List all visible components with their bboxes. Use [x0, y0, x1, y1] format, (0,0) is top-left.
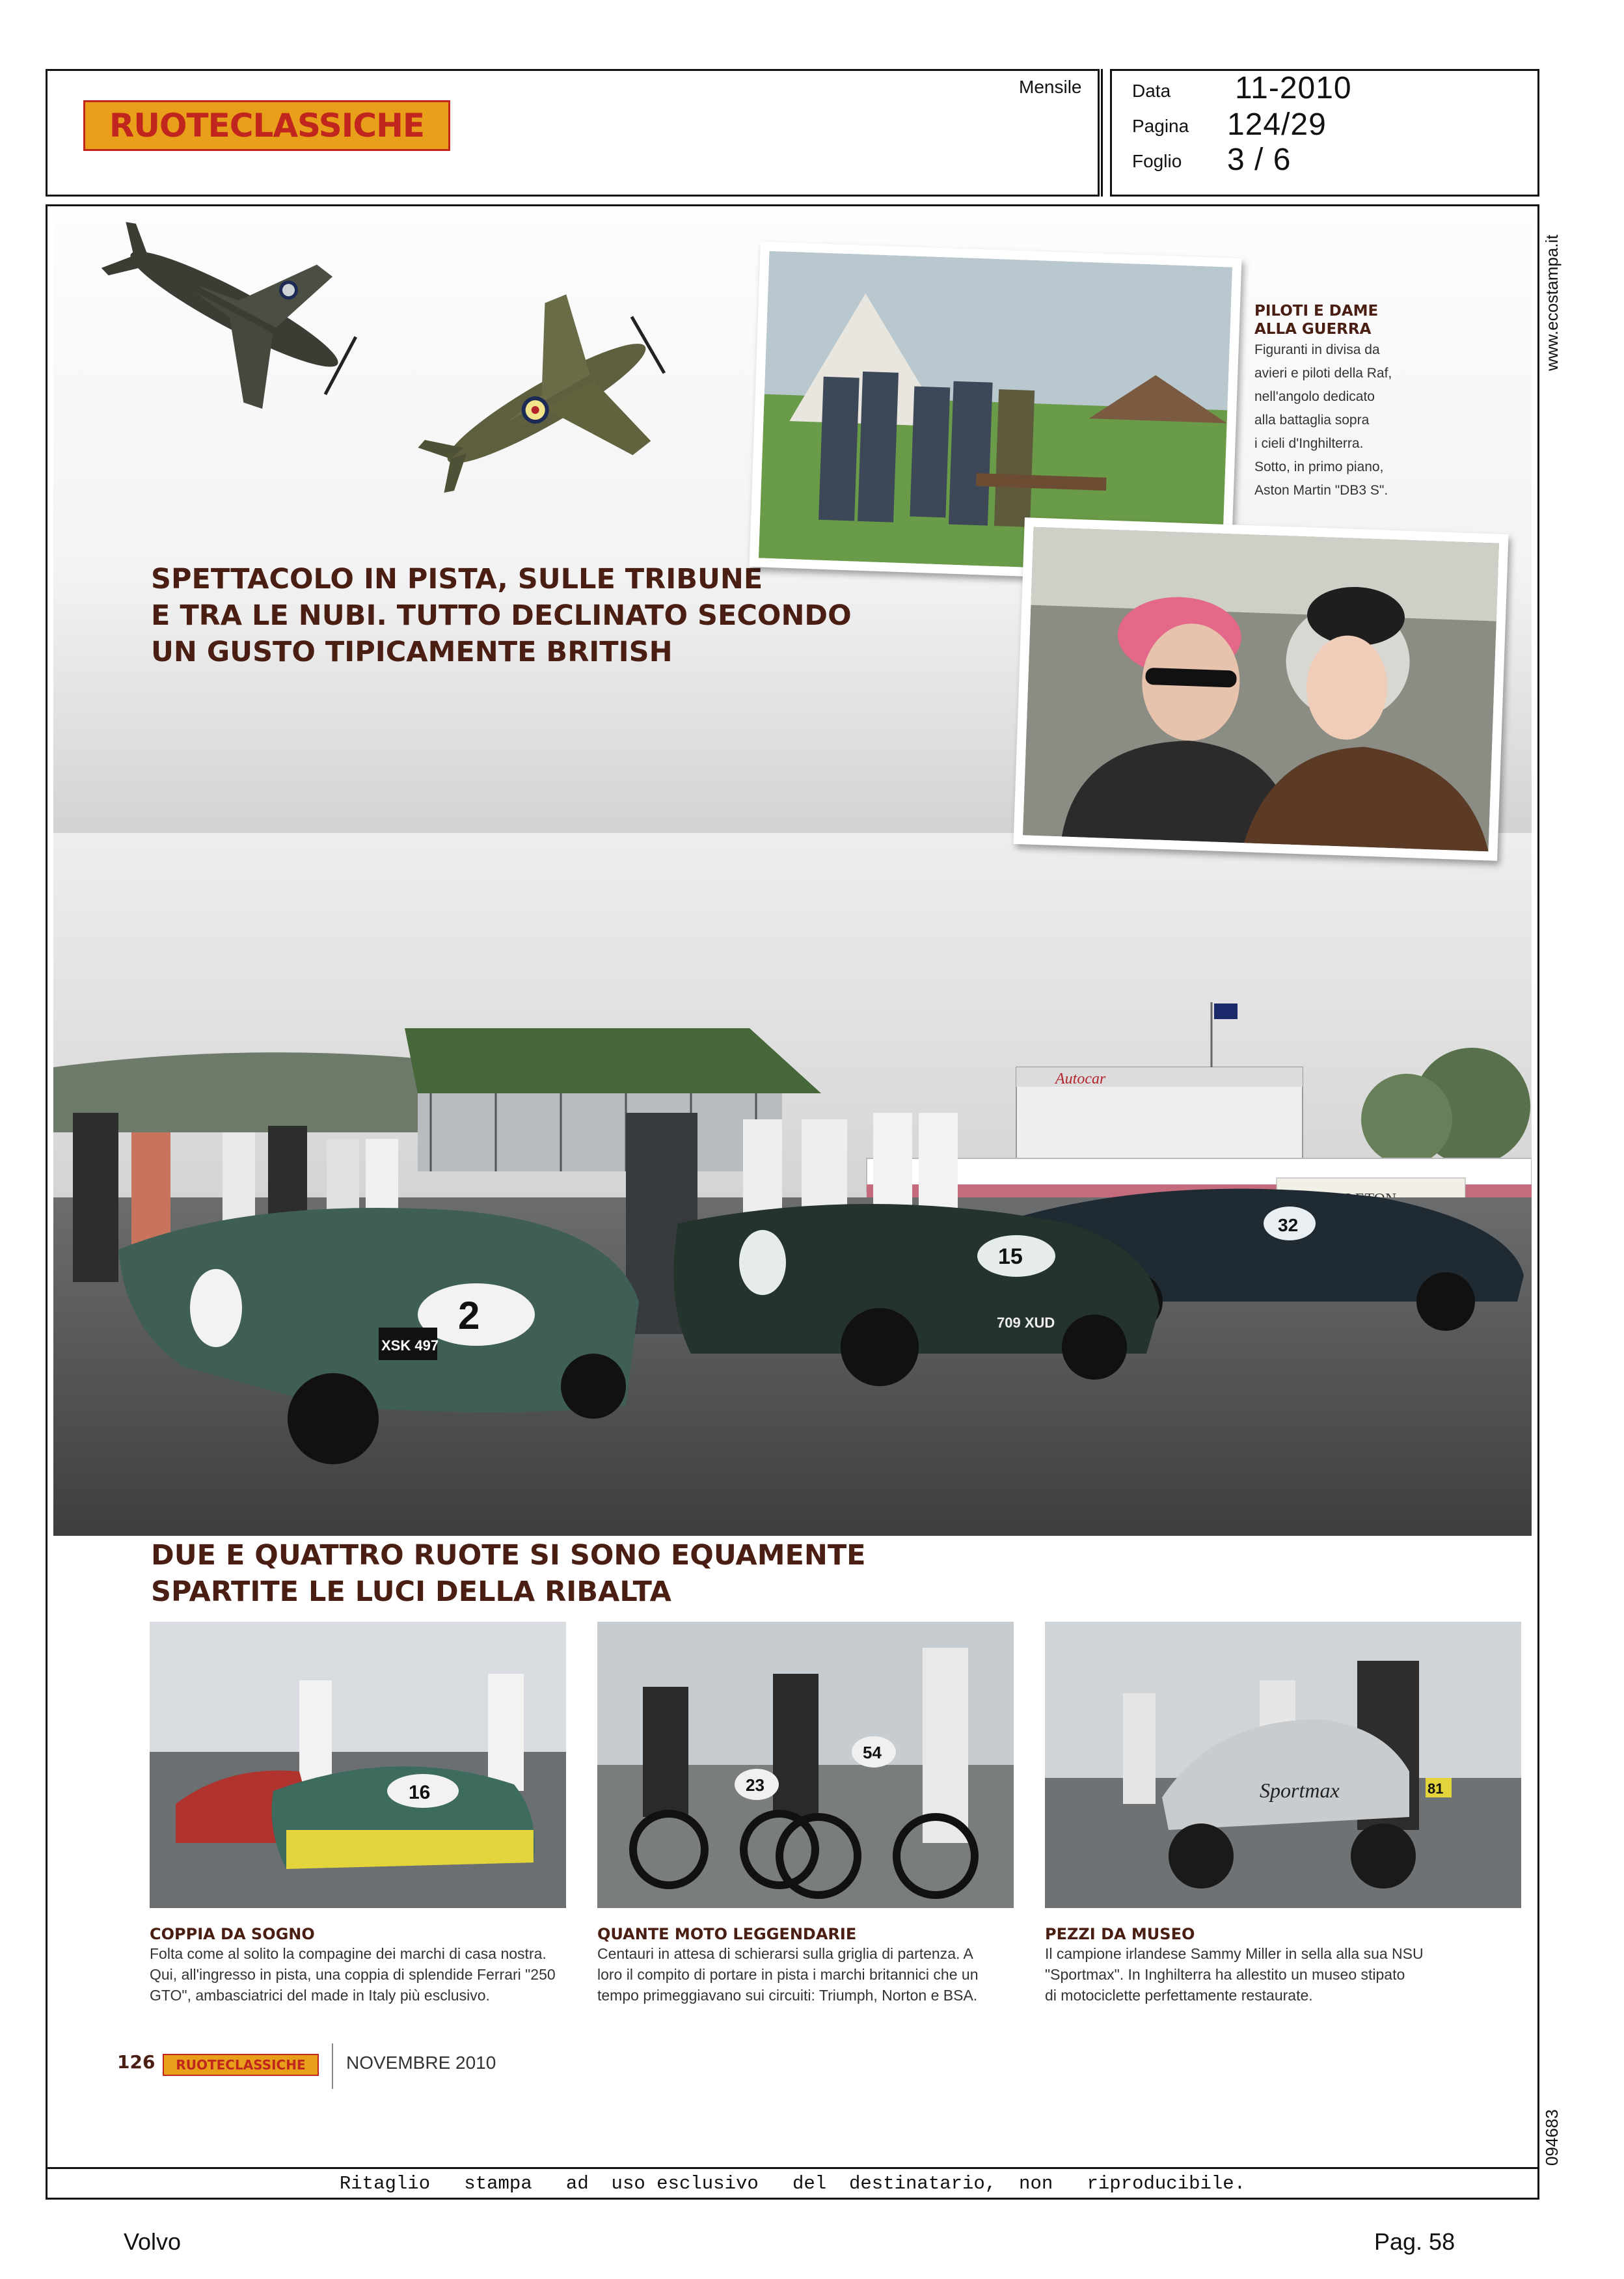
caption-ferrari-line-1: Folta come al solito la compagine dei marchi di casa nostra.	[150, 1945, 547, 1962]
race-grid-scene	[53, 833, 1532, 1536]
car-32-number: 32	[1278, 1215, 1299, 1235]
caption-ferrari-line-3: GTO", ambasciatrici del made in Italy più esclusivo.	[150, 1987, 490, 2004]
caption-nsu	[1045, 1925, 1500, 2006]
folio-issue: NOVEMBRE 2010	[346, 2053, 496, 2073]
page-value: 124/29	[1227, 107, 1327, 142]
client-name: Volvo	[124, 2228, 182, 2255]
top-caption-title-1: PILOTI E DAME	[1254, 303, 1379, 320]
top-caption-line-4: alla battaglia sopra	[1254, 413, 1370, 428]
date-value: 11-2010	[1235, 71, 1352, 105]
caption-ferrari-line-2: Qui, all'ingresso in pista, una coppia di splendide Ferrari "250	[150, 1966, 556, 1983]
reproduction-notice	[46, 2167, 1539, 2200]
sheet-value: 3 / 6	[1227, 143, 1292, 177]
ladies-photo-frame	[1013, 517, 1508, 861]
caption-motorcycles-line-3: tempo primeggiavano sui circuiti: Triumph, Norton e BSA.	[597, 1987, 978, 2004]
hurricane-plane-image	[410, 293, 683, 514]
caption-nsu-line-1: Il campione irlandese Sammy Miller in sella alla sua NSU	[1045, 1945, 1424, 1962]
nsu-sportmax-photo	[1045, 1622, 1521, 1908]
top-caption-line-6: Sotto, in primo piano,	[1254, 459, 1384, 474]
website-vertical-text: www.ecostampa.it	[1542, 234, 1562, 371]
top-caption-line-1: Figuranti in divisa da	[1254, 342, 1380, 357]
gto-16-number: 16	[409, 1782, 431, 1803]
folio-logo	[163, 2054, 319, 2076]
caption-nsu-line-3: di motociclette perfettamente restaurate.	[1045, 1987, 1313, 2004]
ferrari-gto-photo	[150, 1622, 566, 1908]
nsu-sportmax-scene	[1045, 1622, 1521, 1908]
header-divider	[1101, 69, 1103, 197]
date-label: Data	[1132, 81, 1171, 101]
motorcycles-scene	[597, 1622, 1014, 1908]
clipping-page-number: Pag. 58	[1374, 2228, 1455, 2255]
headline-top	[151, 561, 852, 670]
spitfire-plane-image	[91, 208, 377, 410]
sheet-label: Foglio	[1132, 151, 1182, 171]
top-caption-line-5: i cieli d'Inghilterra.	[1254, 436, 1364, 451]
caption-motorcycles	[597, 1925, 1027, 2006]
main-race-grid-photo	[53, 833, 1532, 1536]
headline-mid-line-2: SPARTITE LE LUCI DELLA RIBALTA	[151, 1576, 671, 1608]
car-15-number: 15	[998, 1244, 1023, 1269]
caption-nsu-line-2: "Sportmax". In Inghilterra ha allestito un museo stipato	[1045, 1966, 1405, 1983]
motorcycles-photo	[597, 1622, 1014, 1908]
headline-mid	[151, 1537, 866, 1610]
caption-motorcycles-line-2: loro il compito di portare in pista i marchi britannici che un	[597, 1966, 979, 1983]
clipping-code: 094683	[1542, 2109, 1562, 2166]
publication-logo	[83, 100, 450, 151]
headline-top-line-2: E TRA LE NUBI. TUTTO DECLINATO SECONDO	[151, 599, 852, 632]
car-2-plate: XSK 497	[381, 1337, 439, 1354]
headline-top-line-3: UN GUSTO TIPICAMENTE BRITISH	[151, 636, 673, 668]
folio-divider	[332, 2043, 333, 2089]
frequency-label: Mensile	[1019, 77, 1082, 97]
bike-81-number: 81	[1428, 1781, 1444, 1797]
folio-page-number: 126	[117, 2051, 156, 2073]
page-label: Pagina	[1132, 116, 1189, 136]
vintage-ladies-photo	[1023, 527, 1499, 852]
top-caption-line-7: Aston Martin "DB3 S".	[1254, 483, 1388, 498]
caption-nsu-title: PEZZI DA MUSEO	[1045, 1925, 1195, 1943]
caption-ferrari	[150, 1925, 579, 2006]
top-caption-title-2: ALLA GUERRA	[1254, 321, 1372, 338]
autocar-sign: Autocar	[1055, 1071, 1106, 1087]
bike-23-number: 23	[746, 1775, 765, 1795]
car-2-number: 2	[458, 1294, 480, 1337]
top-caption-line-2: avieri e piloti della Raf,	[1254, 366, 1392, 381]
caption-motorcycles-line-1: Centauri in attesa di schierarsi sulla griglia di partenza. A	[597, 1945, 973, 1962]
top-caption-line-3: nell'angolo dedicato	[1254, 389, 1375, 404]
bike-54-number: 54	[863, 1743, 882, 1762]
sportmax-logo: Sportmax	[1260, 1779, 1340, 1802]
caption-motorcycles-title: QUANTE MOTO LEGGENDARIE	[597, 1925, 857, 1943]
publication-logo-text: RUOTECLASSICHE	[109, 107, 425, 144]
car-15-plate: 709 XUD	[997, 1315, 1055, 1331]
headline-mid-line-1: DUE E QUATTRO RUOTE SI SONO EQUAMENTE	[151, 1539, 866, 1572]
reproduction-notice-text: Ritaglio stampa ad uso esclusivo del destinatario, non riproducibile.	[339, 2173, 1246, 2194]
top-photo-caption	[1254, 302, 1463, 502]
caption-ferrari-title: COPPIA DA SOGNO	[150, 1925, 315, 1943]
ferrari-gto-scene	[150, 1622, 566, 1908]
folio-logo-text: RUOTECLASSICHE	[176, 2057, 306, 2073]
headline-top-line-1: SPETTACOLO IN PISTA, SULLE TRIBUNE	[151, 563, 763, 595]
